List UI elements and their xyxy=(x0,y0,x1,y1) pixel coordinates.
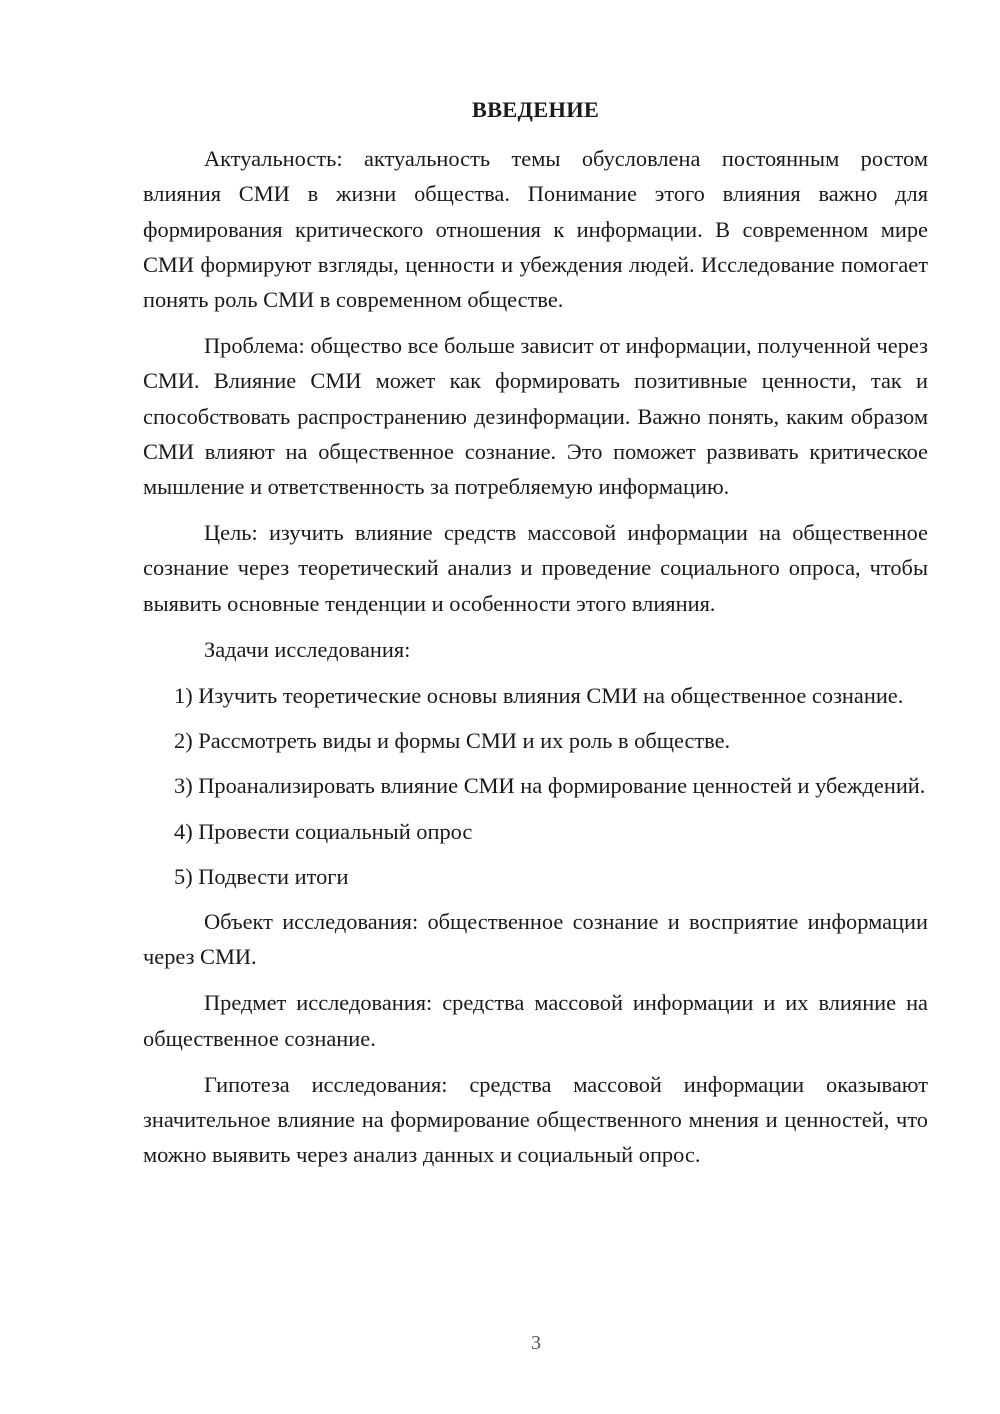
document-body xyxy=(143,92,928,1183)
task-item-1: 1) Изучить теоретические основы влияния СМИ на общественное сознание. xyxy=(174,683,904,709)
task-item-4: 4) Провести социальный опрос xyxy=(174,818,473,844)
tasks-title: Задачи исследования: xyxy=(204,636,411,662)
section-heading: ВВЕДЕНИЕ xyxy=(471,97,600,122)
page-number: 3 xyxy=(531,1332,541,1354)
hypothesis-paragraph: Гипотеза исследования: средства массовой информации оказывают значительное влияние на формирование общественного мнения и ценностей, что можно выявить через анализ данных и социальный опрос. xyxy=(143,1071,928,1168)
task-item-3: 3) Проанализировать влияние СМИ на формирование ценностей и убеждений. xyxy=(174,773,926,799)
relevance-paragraph: Актуальность: актуальность темы обусловлена постоянным ростом влияния СМИ в жизни общества. Понимание этого влияния важно для формирования критического отношения к информации. В современном мире СМИ формируют взгляды, ценности и убеждения людей. Исследование помогает понять роль СМИ в современном обществе. xyxy=(143,146,928,313)
task-item-5: 5) Подвести итоги xyxy=(174,863,349,889)
subject-paragraph: Предмет исследования: средства массовой информации и их влияние на общественное сознание. xyxy=(143,990,928,1051)
task-item-2: 2) Рассмотреть виды и формы СМИ и их роль в обществе. xyxy=(174,728,731,754)
object-paragraph: Объект исследования: общественное сознание и восприятие информации через СМИ. xyxy=(143,909,928,970)
goal-paragraph: Цель: изучить влияние средств массовой информации на общественное сознание через теоретический анализ и проведение социального опроса, чтобы выявить основные тенденции и особенности этого влияния. xyxy=(143,520,928,616)
problem-paragraph: Проблема: общество все больше зависит от информации, полученной через СМИ. Влияние СМИ может как формировать позитивные ценности, так и способствовать распространению дезинформации. Важно понять, каким образом СМИ влияют на общественное сознание. Это поможет развивать критическое мышление и ответственность за потребляемую информацию. xyxy=(143,333,928,500)
